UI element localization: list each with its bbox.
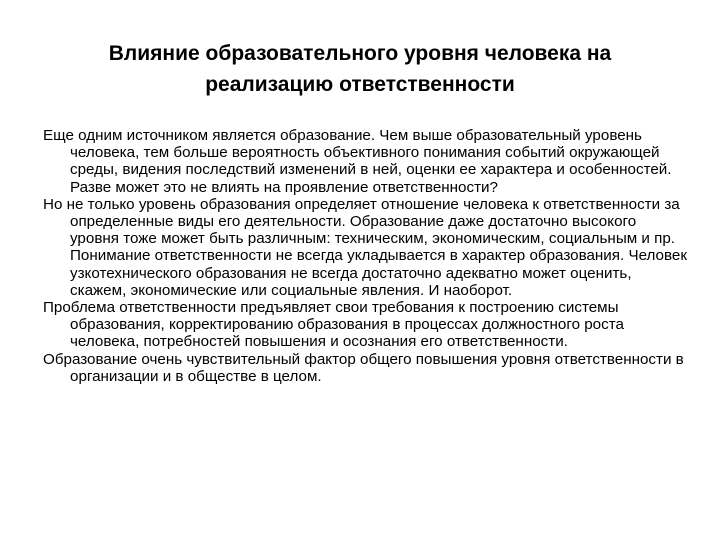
body-paragraph-4: Образование очень чувствительный фактор общего повышения уровня ответственности в организации и в обществе в целом. (43, 350, 684, 385)
slide-body (43, 127, 688, 385)
slide-title-line-2: реализацию ответственности (205, 73, 515, 96)
body-paragraph-1: Еще одним источником является образование. Чем выше образовательный уровень человека, тем больше вероятность объективного понимания событий окружающей среды, видения последствий изменений в ней, оценки ее характера и особенностей. Разве может это не влиять на проявление ответственности? (43, 127, 672, 196)
body-paragraph-3: Проблема ответственности предъявляет свои требования к построению системы образования, корректированию образования в процессах должностного роста человека, потребностей повышения и осознания его ответственности. (43, 299, 624, 351)
slide-title (40, 38, 680, 100)
body-paragraph-2: Но не только уровень образования определяет отношение человека к ответственности за определенные виды его деятельности. Образование даже достаточно высокого уровня тоже может быть различным: техническим, экономическим, социальным и пр. Понимание ответственности не всегда укладывается в характер образования. Человек узкотехнического образования не всегда достаточно адекватно может оценить, скажем, экономические или социальные явления. И наоборот. (43, 195, 687, 299)
slide-title-line-1: Влияние образовательного уровня человека на (108, 42, 612, 65)
